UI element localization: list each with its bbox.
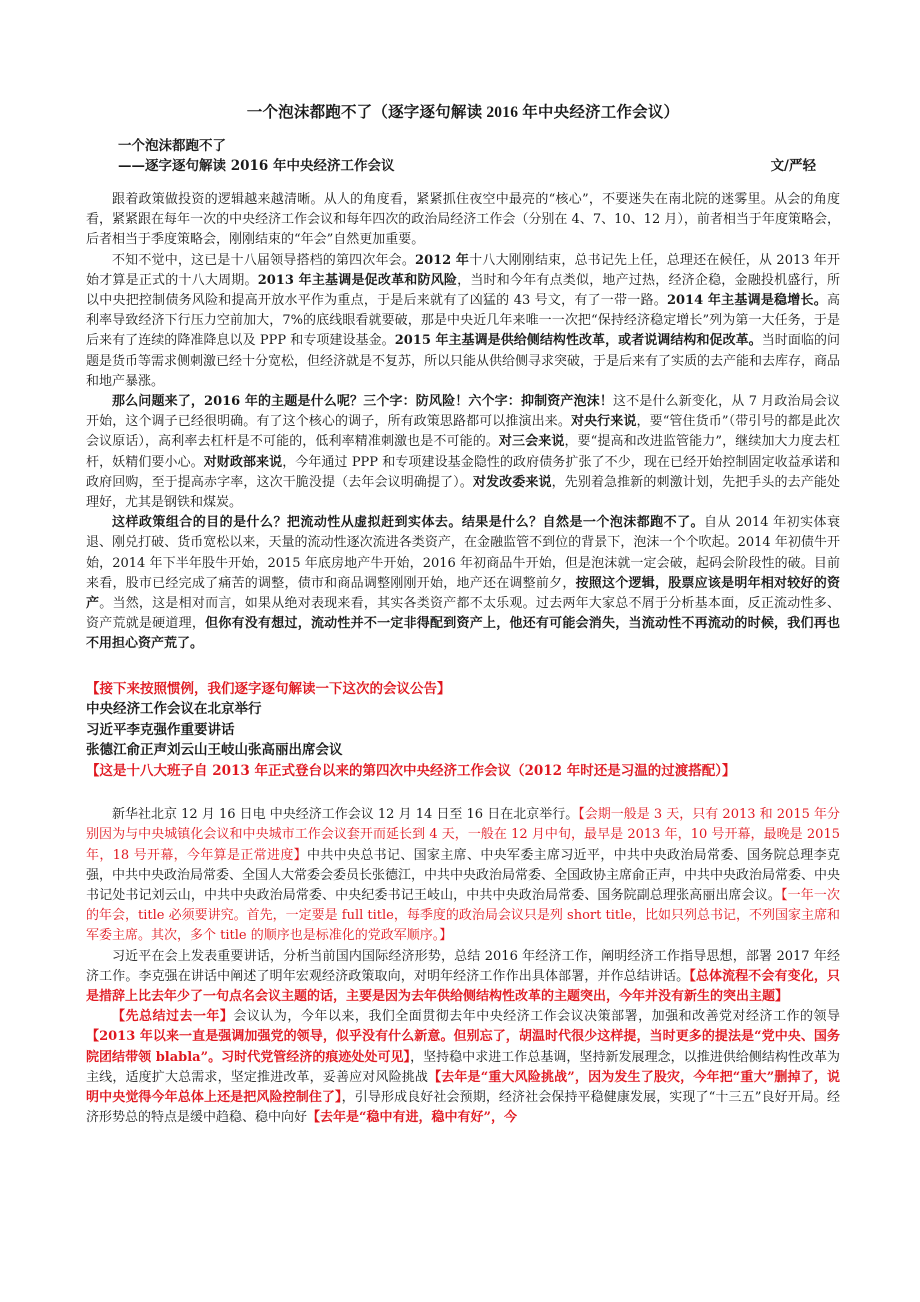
- spacer: [86, 655, 840, 679]
- text-run: ，要“管住货币”（带引号的都是此次会议原话），高利率去杠杆是不可能的，低利率精准刺激也是不可能的。: [86, 414, 840, 450]
- text-run-bold: 按照这个逻辑，股票应该是明年相对较好的资产: [86, 575, 840, 612]
- spacer: [86, 176, 840, 190]
- paragraph-review: [86, 1007, 840, 1128]
- text-run: 习近平在会上发表重要讲话，分析当前国内国际经济形势，总结 2016 年经济工作，阐明经济工作指导思想，部署 2017 年经济工作。李克强在讲话中阐述了明年宏观经济政策取向，对明年经济工作作出具体部署，并作总结讲话。: [86, 948, 840, 984]
- text-run: 中共中央总书记、国家主席、中央军委主席习近平，中共中央政治局常委、国务院总理李克强，中共中央政治局常委、全国人大常委会委员长张德江，中共中央政治局常委、全国政协主席俞正声，中共中央政治局常委、中央书记处书记刘云山，中共中央政治局常委、中央纪委书记王岐山，中共中央政治局常委、国务院副总理张高丽出席会议。: [86, 847, 841, 903]
- text-run: ，要“提高和改进监管能力”，继续加大力度去杠杆，妖精们要小心。: [86, 434, 840, 470]
- announcement-subhead: 习近平李克强作重要讲话: [86, 721, 235, 738]
- document-page: [86, 100, 840, 1128]
- text-run: ，坚持稳中求进工作总基调，坚持新发展理念，以推进供给侧结构性改革为主线，适度扩大总需求，坚定推进改革，妥善应对风险挑战: [86, 1049, 840, 1085]
- text-run-bold: 2014 年主基调是稳增长。: [666, 293, 827, 309]
- annotation-red: 【会期一般是 3 天，只有 2013 和 2015 年分别因为与中央城镇化会议和中央城市工作会议套开而延长到 4 天，一般在 12 月中旬，最早是 2013 年，10 号开幕，最晚是 2015 年，18 号开幕，今年算是正常进度】: [86, 807, 840, 863]
- text-run: ，当时和今年有点类似，地产过热，经济企稳，金融投机盛行，所以中央把控制债务风险和提高开放水平作为重点，于是后来就有了凶猛的 43 号文，有了一带一路。: [86, 272, 840, 309]
- paragraph-speeches: [86, 947, 840, 1008]
- paragraph-leadership-history: [86, 251, 840, 392]
- text-run-bold: 2012 年: [415, 252, 470, 268]
- paragraph-xinhua-report: [86, 805, 840, 946]
- text-run-bold: 2013 年主基调是促改革和防风险: [257, 272, 458, 288]
- text-run-bold: 那么问题来了，2016 年的主题是什么呢？三个字：防风险！六个字：抑制资产泡沫！: [112, 394, 613, 410]
- text-run: ，今年通过 PPP 和专项建设基金隐性的政府债务扩张了不少，现在已经开始控制固定收益承诺和政府回购，至于提高赤字率，这次干脆没提（去年会议明确提了）。: [86, 454, 840, 490]
- spacer: [86, 781, 840, 805]
- paragraph-intro: 跟着政策做投资的逻辑越来越清晰。从人的角度看，紧紧抓住夜空中最亮的“核心”，不要迷失在南北院的迷雾里。从会的角度看，紧紧跟在每年一次的中央经济工作会议和每年四次的政治局经济工作会（分别在 4、7、10、12 月），前者相当于年度策略会，后者相当于季度策略会，刚刚结束的“年会”自然更加重要。: [86, 192, 840, 248]
- text-run: 。当然，这是相对而言，如果从绝对表现来看，其实各类资产都不太乐观。过去两年大家总不屑于分析基本面，反正流动性多、资产荒就是硬道理，: [86, 596, 840, 632]
- text-run: 高利率导致经济下行压力空前加大，7%的底线眼看就要破，那是中央近几年来唯一一次把“保持经济稳定增长”列为第一大任务，于是后来有了连续的降准降息以及 PPP 和专项建设基金。: [86, 293, 840, 349]
- text-run-bold: 对财政部来说: [203, 454, 283, 470]
- announcement-headline: 中央经济工作会议在北京举行: [86, 701, 262, 718]
- document-title: 一个泡沫都跑不了（逐字逐句解读 2016 年中央经济工作会议）: [246, 104, 680, 121]
- text-run-bold: 这样政策组合的目的是什么？把流动性从虚拟赶到实体去。结果是什么？自然是一个泡沫都跑不了。: [112, 515, 704, 531]
- text-run: 自从 2014 年初实体衰退、刚兑打破、货币宽松以来，天量的流动性逐次流进各类资产，在金融监管不到位的背景下，泡沫一个个吹起。2014 年初债牛开始，2014 年下半年股牛开始，2015 年底房地产牛开始，2016 年初商品牛开始，但是泡沫就一定会破，起码会阶段性的破。目前来看，股市已经完成了痛苦的调整，债市和商品调整刚刚开始，地产还在调整前夕，: [86, 515, 840, 591]
- text-run: 这不是什么新变化，从 7 月政治局会议开始，这个调子已经很明确。有了这个核心的调子，所有政策思路都可以推演出来。: [86, 394, 840, 430]
- text-run: ，先别着急推新的刺激计划，先把手头的去产能处理好，尤其是钢铁和煤炭。: [86, 474, 840, 511]
- annotation-red: 【2013 年以来一直是强调加强党的领导，似乎没有什么新意。但别忘了，胡温时代很少这样提，当时更多的提法是“党中央、国务院团结带领 blabla”。习时代党管经济的痕迹处处可见】: [86, 1029, 840, 1065]
- subtitle-row: [86, 156, 840, 176]
- subtitle-main: 一个泡沫都跑不了: [118, 138, 226, 154]
- text-run: 不知不觉中，这已是十八届领导搭档的第四次年会。: [112, 252, 416, 268]
- text-run-bold: 但你有没有想过，流动性并不一定非得配到资产上，他还有可能会消失，当流动性不再流动的时候，我们再也不用担心资产荒了。: [86, 616, 840, 652]
- text-run: 新华社北京 12 月 16 日电 中央经济工作会议 12 月 14 日至 16 日在北京举行。: [112, 807, 579, 823]
- text-run: 十八大刚刚结束，总书记先上任，总理还在候任，从 2013 年开始才算是正式的十八大周期。: [86, 252, 840, 288]
- paragraph-bubble-analysis: [86, 513, 840, 654]
- annotation-red: 【总体流程不会有变化，只是措辞上比去年少了一句点名会议主题的话，主要是因为去年供给侧结构性改革的主题突出，今年并没有新生的突出主题】: [86, 968, 840, 1004]
- text-run-bold: 对发改委来说: [472, 474, 552, 490]
- announcement-intro: 【接下来按照惯例，我们逐字逐句解读一下这次的会议公告】: [86, 680, 451, 697]
- paragraph-2016-theme: [86, 392, 840, 513]
- author-byline: 文/严轻: [770, 158, 816, 174]
- annotation-red: 【先总结过去一年】: [112, 1009, 234, 1025]
- annotation-red: 【去年是“稳中有进，稳中有好”，今: [307, 1110, 517, 1126]
- text-run-bold: 对三会来说: [498, 434, 565, 450]
- text-run: ，引导形成良好社会预期，经济社会保持平稳健康发展，实现了“十三五”良好开局。经济形势总的特点是缓中趋稳、稳中向好: [86, 1090, 840, 1126]
- announcement-note: 【这是十八大班子自 2013 年正式登台以来的第四次中央经济工作会议（2012 年时还是习温的过渡搭配）】: [86, 762, 736, 779]
- annotation-red: 【去年是“重大风险挑战”，因为发生了股灾，今年把“重大”删掉了，说明中央觉得今年总体上还是把风险控制住了】: [86, 1069, 840, 1106]
- text-run-bold: 2015 年主基调是供给侧结构性改革，或者说调结构和促改革。: [394, 333, 762, 349]
- annotation-red: 【一年一次的年会，title 必须要讲究。首先，一定要是 full title，每季度的政治局会议只是列 short title，比如只列总书记，不列国家主席和军委主席。其次，多个 title 的顺序也是标准化的党政军顺序。】: [86, 887, 840, 944]
- text-run-bold: 对央行来说: [570, 414, 637, 430]
- text-run: 会议认为，今年以来，我们全面贯彻去年中央经济工作会议决策部署，加强和改善党对经济工作的领导: [233, 1009, 840, 1025]
- announcement-attendees: 张德江俞正声刘云山王岐山张高丽出席会议: [86, 742, 343, 759]
- text-run: 当时面临的问题是货币等需求侧刺激已经十分宽松，但经济就是不复苏，所以只能从供给侧寻求突破，于是后来有了实质的去产能和去库存，商品和地产暴涨。: [86, 333, 841, 389]
- subtitle-secondary: ——逐字逐句解读 2016 年中央经济工作会议: [118, 158, 395, 174]
